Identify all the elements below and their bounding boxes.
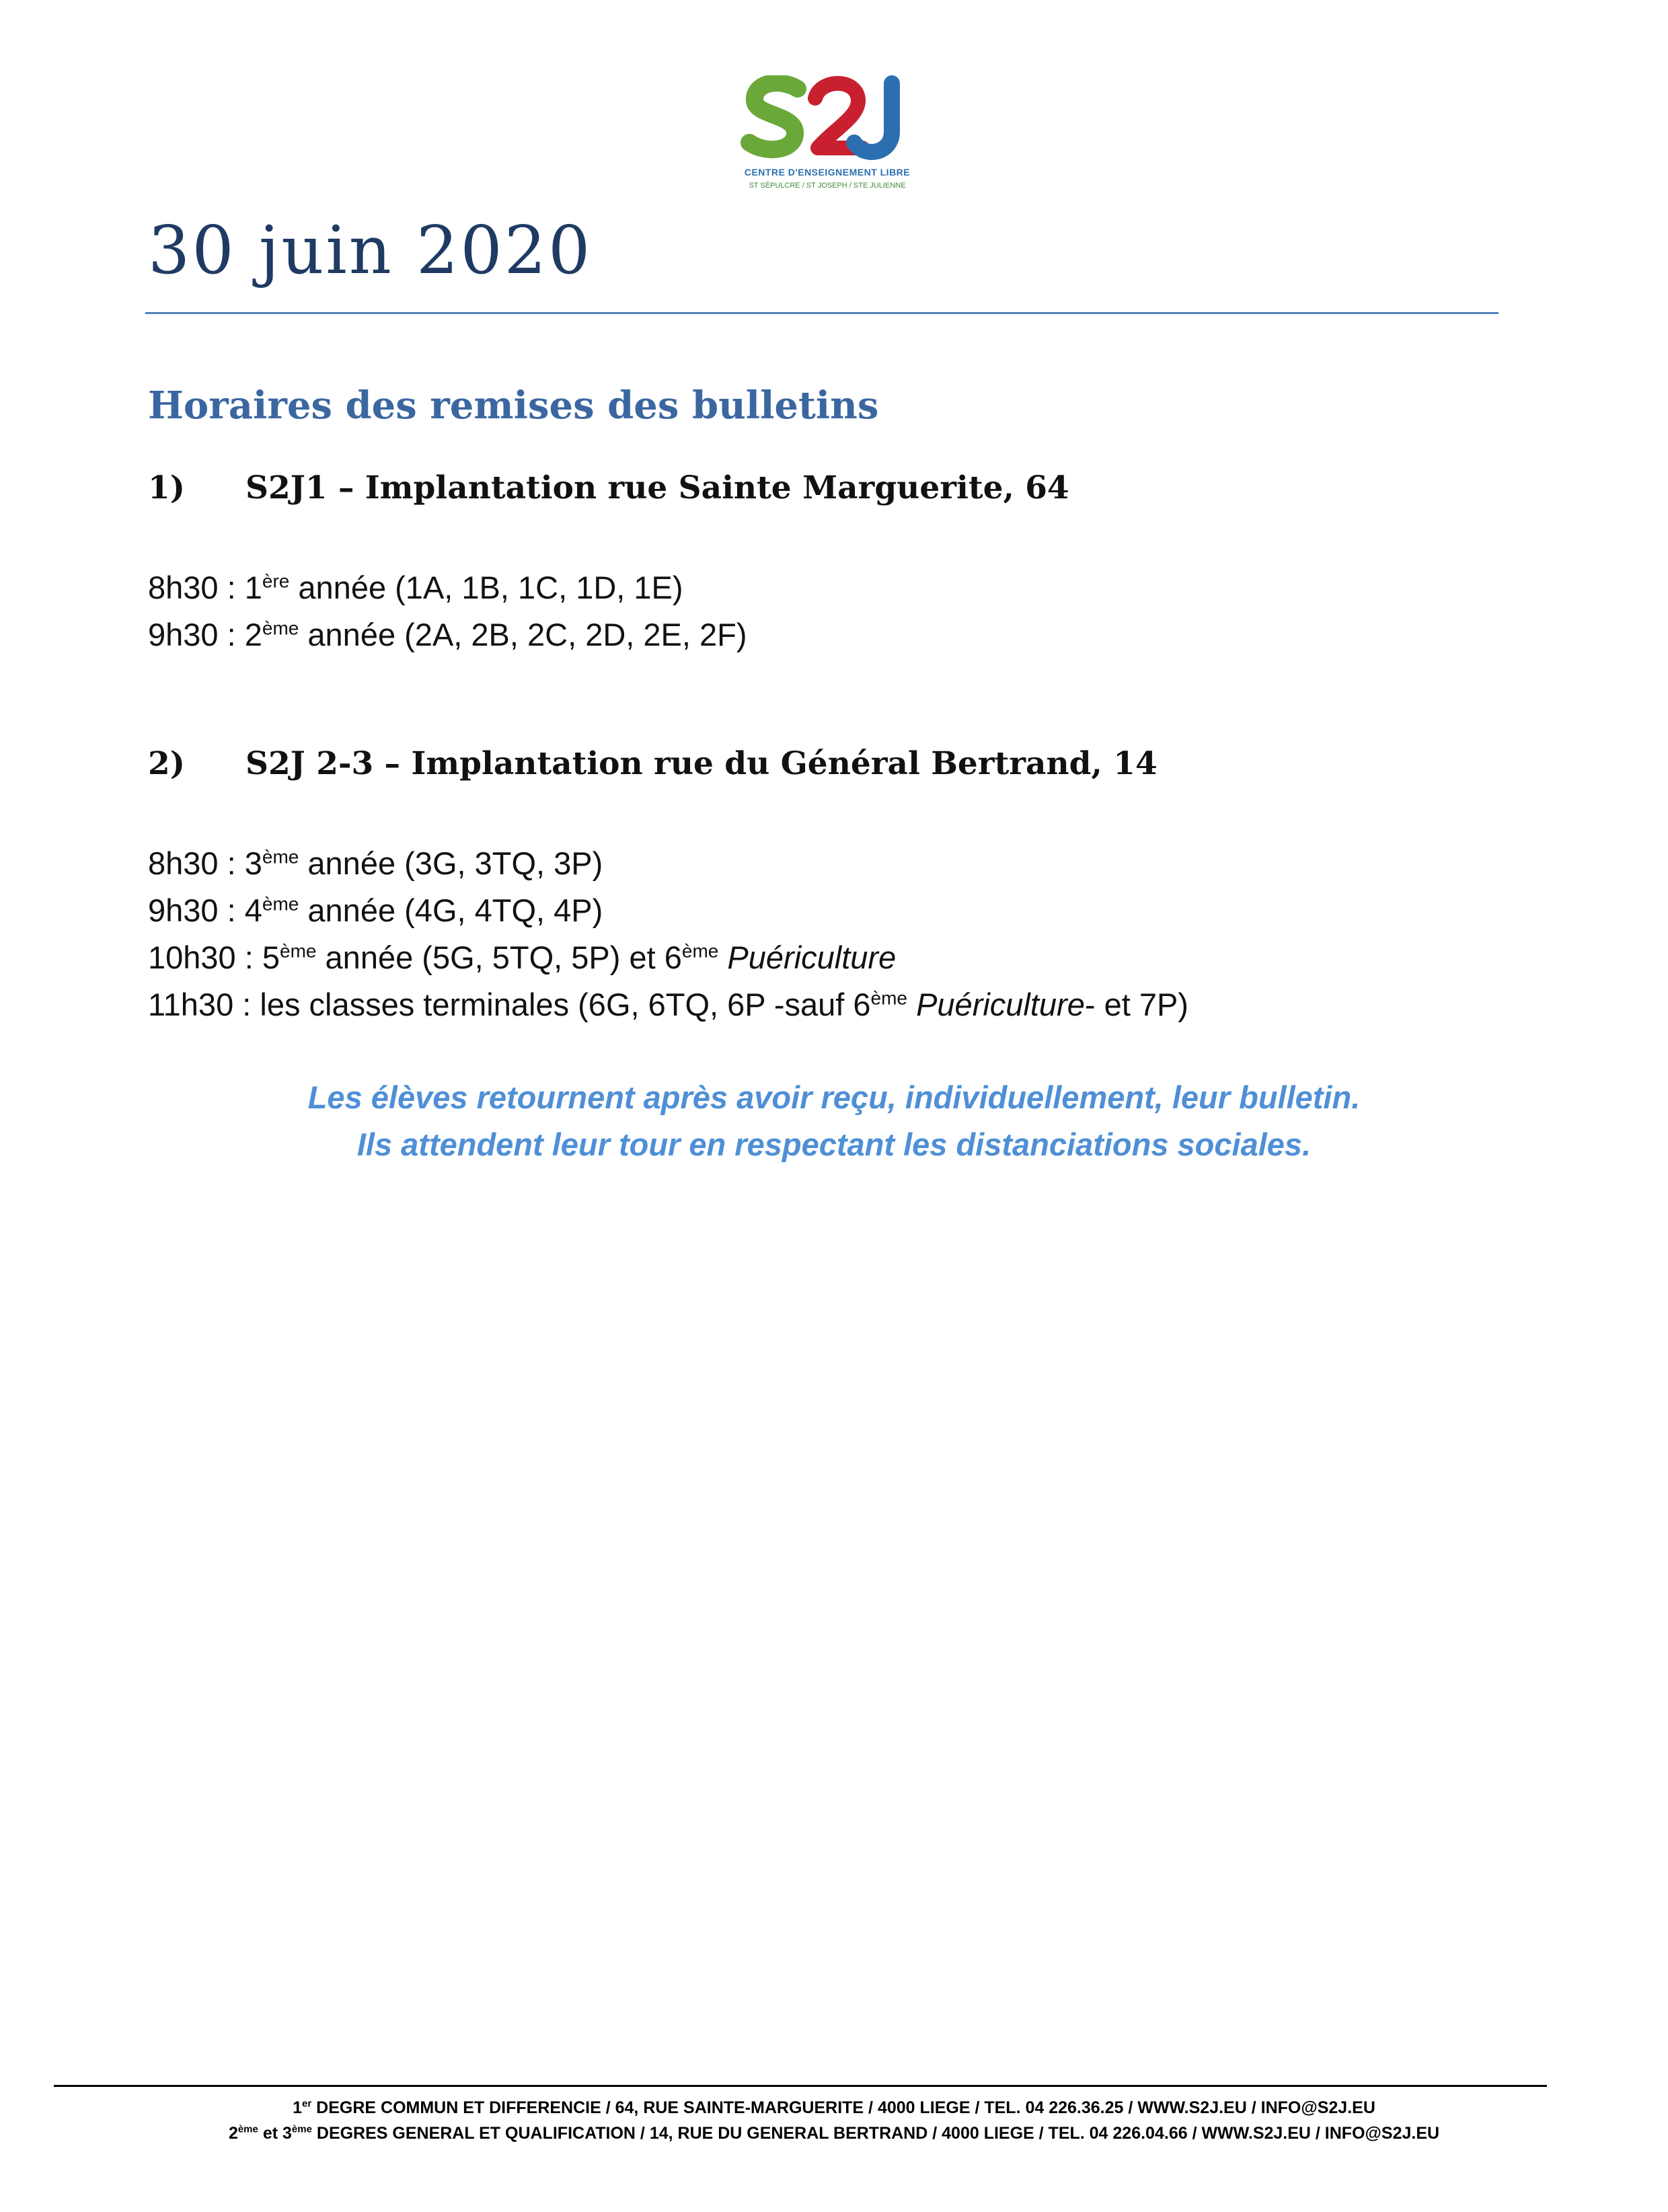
- schedule-line: 9h30 : 4ème année (4G, 4TQ, 4P): [148, 892, 603, 928]
- item-1-heading: [148, 469, 1069, 506]
- schedule-line: 8h30 : 3ème année (3G, 3TQ, 3P): [148, 845, 603, 881]
- note-line-1: Les élèves retournent après avoir reçu, individuellement, leur bulletin.: [307, 1079, 1361, 1115]
- footer-divider: [54, 2085, 1547, 2087]
- item-1-number: 1): [148, 469, 185, 506]
- item-2-heading: [148, 745, 1158, 782]
- logo-tagline: CENTRE D'ENSEIGNEMENT LIBRE: [744, 167, 911, 178]
- s2j-logo-mark: [740, 75, 915, 163]
- schedule-line: 10h30 : 5ème année (5G, 5TQ, 5P) et 6ème Puériculture: [148, 940, 897, 975]
- schedule-line: 9h30 : 2ème année (2A, 2B, 2C, 2D, 2E, 2F): [148, 617, 747, 652]
- schedule-line: 11h30 : les classes terminales (6G, 6TQ, 6P -sauf 6ème Puériculture- et 7P): [148, 987, 1188, 1022]
- note-line-2: Ils attendent leur tour en respectant les distanciations sociales.: [356, 1127, 1312, 1162]
- footer-line-2: 2ème et 3ème DEGRES GENERAL ET QUALIFICATION / 14, RUE DU GENERAL BERTRAND / 4000 LIEGE / TEL. 04 226.04.66 / WWW.S2J.EU / INFO@S2J.EU: [228, 2123, 1440, 2143]
- school-logo: [740, 75, 915, 203]
- item-1-title: S2J1 – Implantation rue Sainte Marguerite, 64: [245, 469, 1069, 506]
- item-2-number: 2): [148, 745, 185, 782]
- title-divider: [145, 312, 1499, 314]
- footer-line-1: 1er DEGRE COMMUN ET DIFFERENCIE / 64, RUE SAINTE-MARGUERITE / 4000 LIEGE / TEL. 04 226.36.25 / WWW.S2J.EU / INFO@S2J.EU: [293, 2098, 1375, 2117]
- schedule-line: 8h30 : 1ère année (1A, 1B, 1C, 1D, 1E): [148, 570, 683, 605]
- section-heading: Horaires des remises des bulletins: [148, 383, 879, 428]
- logo-subline: ST SÉPULCRE / ST JOSEPH / STE JULIENNE: [749, 182, 906, 190]
- page-title: 30 juin 2020: [148, 213, 593, 289]
- item-2-title: S2J 2-3 – Implantation rue du Général Bertrand, 14: [245, 745, 1158, 782]
